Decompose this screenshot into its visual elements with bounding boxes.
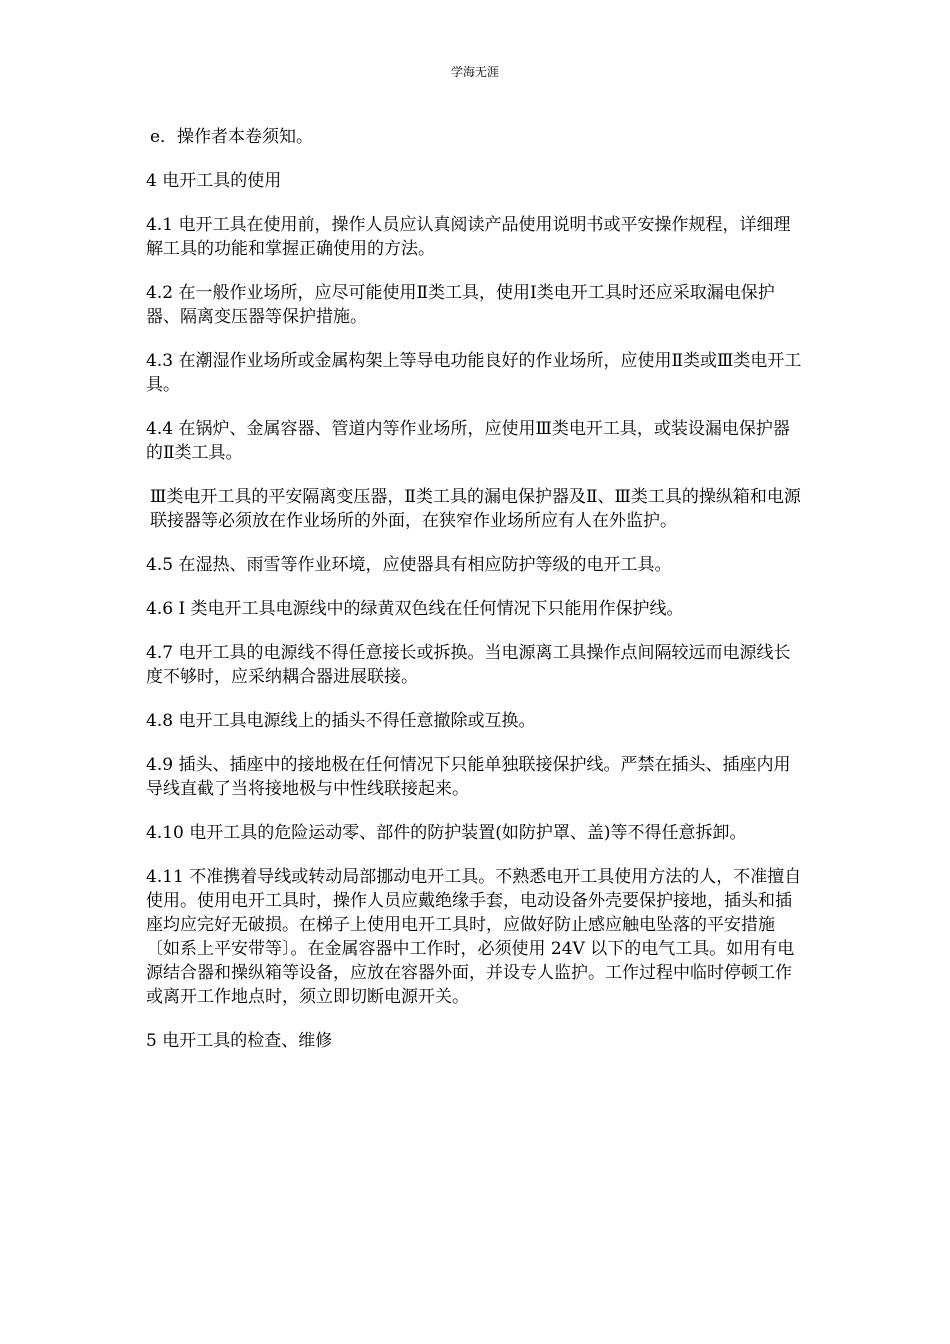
paragraph-note-e: e．操作者本卷须知。 xyxy=(150,127,314,147)
page-header: 学海无涯 xyxy=(450,65,499,79)
paragraph-4-10: 4.10 电开工具的危险运动零、部件的防护装置(如防护罩、盖)等不得任意拆卸。 xyxy=(146,823,747,843)
section-heading-4: 4 电开工具的使用 xyxy=(146,171,282,191)
paragraph-4-1: 4.1 电开工具在使用前，操作人员应认真阅读产品使用说明书或平安操作规程，详细理解工具的功能和掌握正确使用的方法。 xyxy=(146,215,791,259)
paragraph-4-8: 4.8 电开工具电源线上的插头不得任意撤除或互换。 xyxy=(146,711,536,731)
section-heading-5: 5 电开工具的检查、维修 xyxy=(146,1031,333,1051)
paragraph-4-2: 4.2 在一般作业场所，应尽可能使用Ⅱ类工具，使用Ⅰ类电开工具时还应采取漏电保护器、隔离变压器等保护措施。 xyxy=(146,283,775,327)
document-body xyxy=(146,125,806,1073)
paragraph-4-7: 4.7 电开工具的电源线不得任意接长或拆换。当电源离工具操作点间隔较远而电源线长度不够时，应采纳耦合器进展联接。 xyxy=(146,643,791,687)
paragraph-4-5: 4.5 在湿热、雨雪等作业环境，应使器具有相应防护等级的电开工具。 xyxy=(146,555,672,575)
paragraph-4-11: 4.11 不准携着导线或转动局部挪动电开工具。不熟悉电开工具使用方法的人，不准擅自使用。使用电开工具时，操作人员应戴绝缘手套，电动设备外壳要保护接地，插头和插座均应完好无破损。在梯子上使用电开工具时，应做好防止感应触电坠落的平安措施〔如系上平安带等〕。在金属容器中工作时，必须使用 24V 以下的电气工具。如用有电源结合器和操纵箱等设备，应放在容器外面，并设专人监护。工作过程中临时停顿工作或离开工作地点时，须立即切断电源开关。 xyxy=(146,867,802,1007)
paragraph-4-6: 4.6 I 类电开工具电源线中的绿黄双色线在任何情况下只能用作保护线。 xyxy=(146,599,684,619)
paragraph-4-3: 4.3 在潮湿作业场所或金属构架上等导电功能良好的作业场所，应使用Ⅱ类或Ⅲ类电开工具。 xyxy=(146,351,802,395)
paragraph-4-9: 4.9 插头、插座中的接地极在任何情况下只能单独联接保护线。严禁在插头、插座内用导线直截了当将接地极与中性线联接起来。 xyxy=(146,755,791,799)
paragraph-4-4: 4.4 在锅炉、金属容器、管道内等作业场所，应使用Ⅲ类电开工具，或装设漏电保护器的Ⅱ类工具。 xyxy=(146,419,790,463)
paragraph-class-iii-note: Ⅲ类电开工具的平安隔离变压器，Ⅱ类工具的漏电保护器及Ⅱ、Ⅲ类工具的操纵箱和电源联接器等必须放在作业场所的外面，在狭窄作业场所应有人在外监护。 xyxy=(150,487,801,531)
